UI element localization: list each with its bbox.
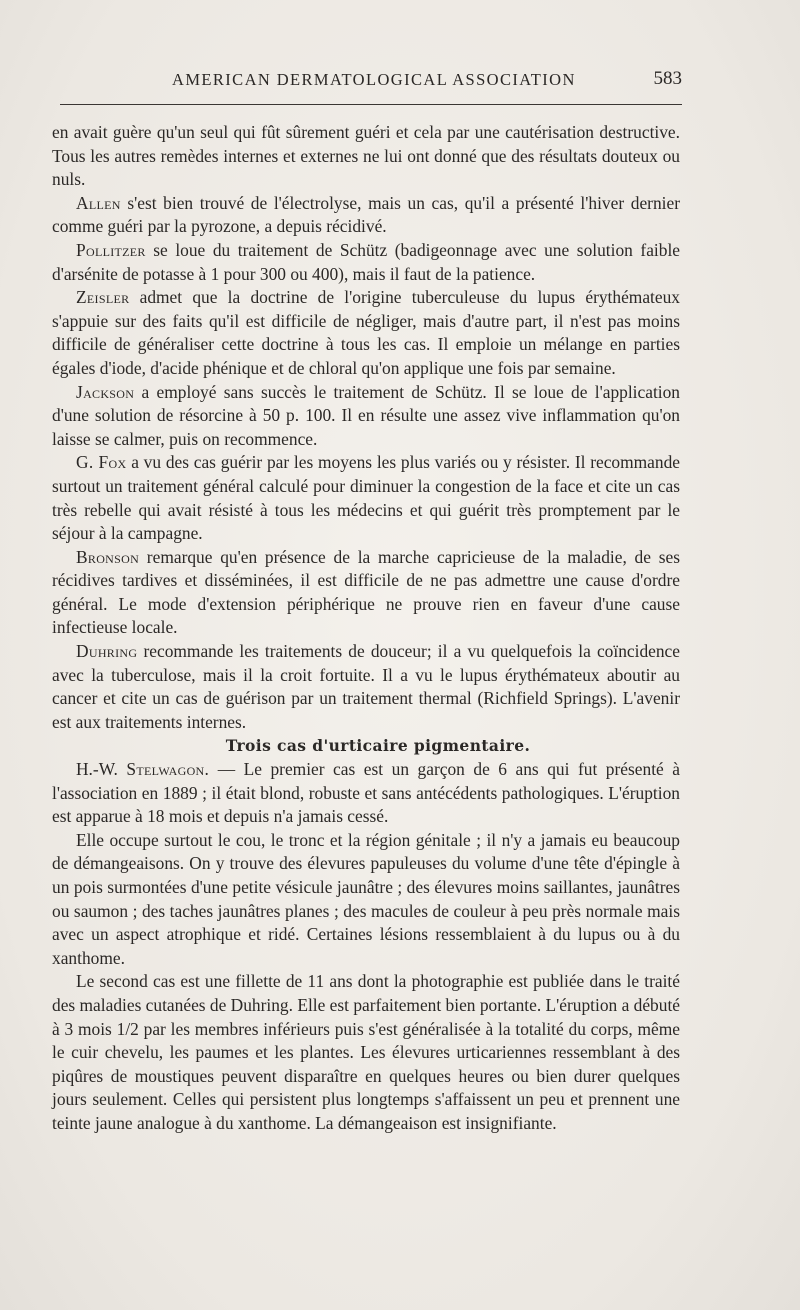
author-name: Stelwagon. — [126, 759, 210, 780]
paragraph-text: recommande les traitements de douceur; il a vu quelquefois la coïncidence avec la tuberculose, mais il la croit fortuite. Il a vu le lupus érythémateux aboutir au cancer et cite un cas de guérison par un traitement thermal (Richfield Springs). L'avenir est aux traitements internes. — [52, 641, 680, 732]
paragraph-text: remarque qu'en présence de la marche capricieuse de la maladie, de ses récidives tardives et disséminées, il est difficile de ne pas admettre une cause d'ordre général. Le mode d'extension périphérique ne prouve rien en faveur d'une cause infectieuse locale. — [52, 546, 680, 638]
speaker-name: Duhring — [76, 641, 138, 662]
paragraph-case-two — [52, 970, 680, 1135]
speaker-name: Zeisler — [76, 287, 130, 308]
paragraph-text: se loue du traitement de Schütz (badigeonnage avec une solution faible d'arsénite de potasse à 1 pour 300 ou 400), mais il faut de la patience. — [52, 239, 680, 284]
header-rule — [60, 104, 682, 105]
paragraph-fox — [52, 451, 680, 545]
paragraph-text: s'est bien trouvé de l'électrolyse, mais un cas, qu'il a présenté l'hiver dernier comme guéri par la pyrozone, a depuis récidivé. — [52, 192, 680, 237]
paragraph-text: a employé sans succès le traitement de Schütz. Il se loue de l'application d'une solution de résorcine à 50 p. 100. Il en résulte une assez vive inflammation qu'on laisse se calmer, puis on recommence. — [52, 381, 680, 449]
speaker-name: Pollitzer — [76, 239, 146, 260]
paragraph-continuation — [52, 121, 680, 192]
paragraph-jackson — [52, 381, 680, 452]
paragraph-text: en avait guère qu'un seul qui fût sûrement guéri et cela par une cautérisation destructive. Tous les autres remèdes internes et externes ne lui ont donné que des résultats douteux ou nuls. — [52, 122, 680, 190]
body-text — [52, 121, 680, 1136]
paragraph-text: Le second cas est une fillette de 11 ans dont la photographie est publiée dans le traité des maladies cutanées de Duhring. Elle est parfaitement bien portante. L'éruption a débuté à 3 mois 1/2 par les membres inférieurs puis s'est généralisée à la totalité du corps, même le cuir chevelu, les paumes et les plantes. Les élevures urticariennes ressemblant à des piqûres de moustiques peuvent disparaître en quelques heures ou bien durer quelques jours seulement. Celles qui persistent plus longtemps s'affaissent un peu et prennent une teinte jaune analogue à du xanthome. La démangeaison est insignifiante. — [52, 971, 680, 1133]
paragraph-bronson — [52, 546, 680, 640]
section-title: Trois cas d'urticaire pigmentaire. — [225, 736, 531, 756]
page-number: 583 — [653, 68, 682, 89]
paragraph-pollitzer — [52, 239, 680, 286]
paragraph-allen — [52, 192, 680, 239]
paragraph-case-one-symptoms — [52, 829, 680, 971]
speaker-name: G. Fox — [76, 452, 127, 473]
running-head: AMERICAN DERMATOLOGICAL ASSOCIATION — [172, 70, 576, 89]
paragraph-duhring — [52, 640, 680, 734]
paragraph-text: a vu des cas guérir par les moyens les plus variés ou y résister. Il recommande surtout un traitement général calculé pour diminuer la congestion de la face et cite un cas très rebelle qui avait résisté à tous les médecins et qui guérit très promptement par le séjour à la campagne. — [52, 452, 680, 544]
paragraph-text: admet que la doctrine de l'origine tuberculeuse du lupus érythémateux s'appuie sur des faits qu'il est difficile de négliger, mais d'autre part, il n'est pas moins difficile de généraliser cette doctrine à tous les cas. Il emploie un mélange en parties égales d'iode, d'acide phénique et de chloral qu'on applique une fois par semaine. — [52, 287, 680, 378]
author-prefix: H.-W. — [76, 759, 127, 780]
paragraph-text: Elle occupe surtout le cou, le tronc et la région génitale ; il n'y a jamais eu beaucoup de démangeaisons. On y trouve des élevures papuleuses du volume d'une tête d'épingle à un pois surmontées d'une petite vésicule jaunâtre ; des élevures moins saillantes, jaunâtres ou saumon ; des taches jaunâtres planes ; des macules de couleur à peu près normale mais avec un aspect atrophique et ridé. Certaines lésions ressemblaient à du lupus ou à du xanthome. — [52, 829, 680, 968]
paragraph-zeisler — [52, 286, 680, 380]
paragraph-text: — Le premier cas est un garçon de 6 ans qui fut présenté à l'association en 1889 ; il était blond, robuste et sans antécédents pathologiques. L'éruption est apparue à 18 mois et depuis n'a jamais cessé. — [52, 759, 680, 827]
page-header — [60, 70, 682, 98]
speaker-name: Bronson — [76, 546, 140, 567]
speaker-name: Allen — [76, 192, 121, 213]
speaker-name: Jackson — [76, 381, 135, 402]
paragraph-stelwagon — [52, 758, 680, 829]
